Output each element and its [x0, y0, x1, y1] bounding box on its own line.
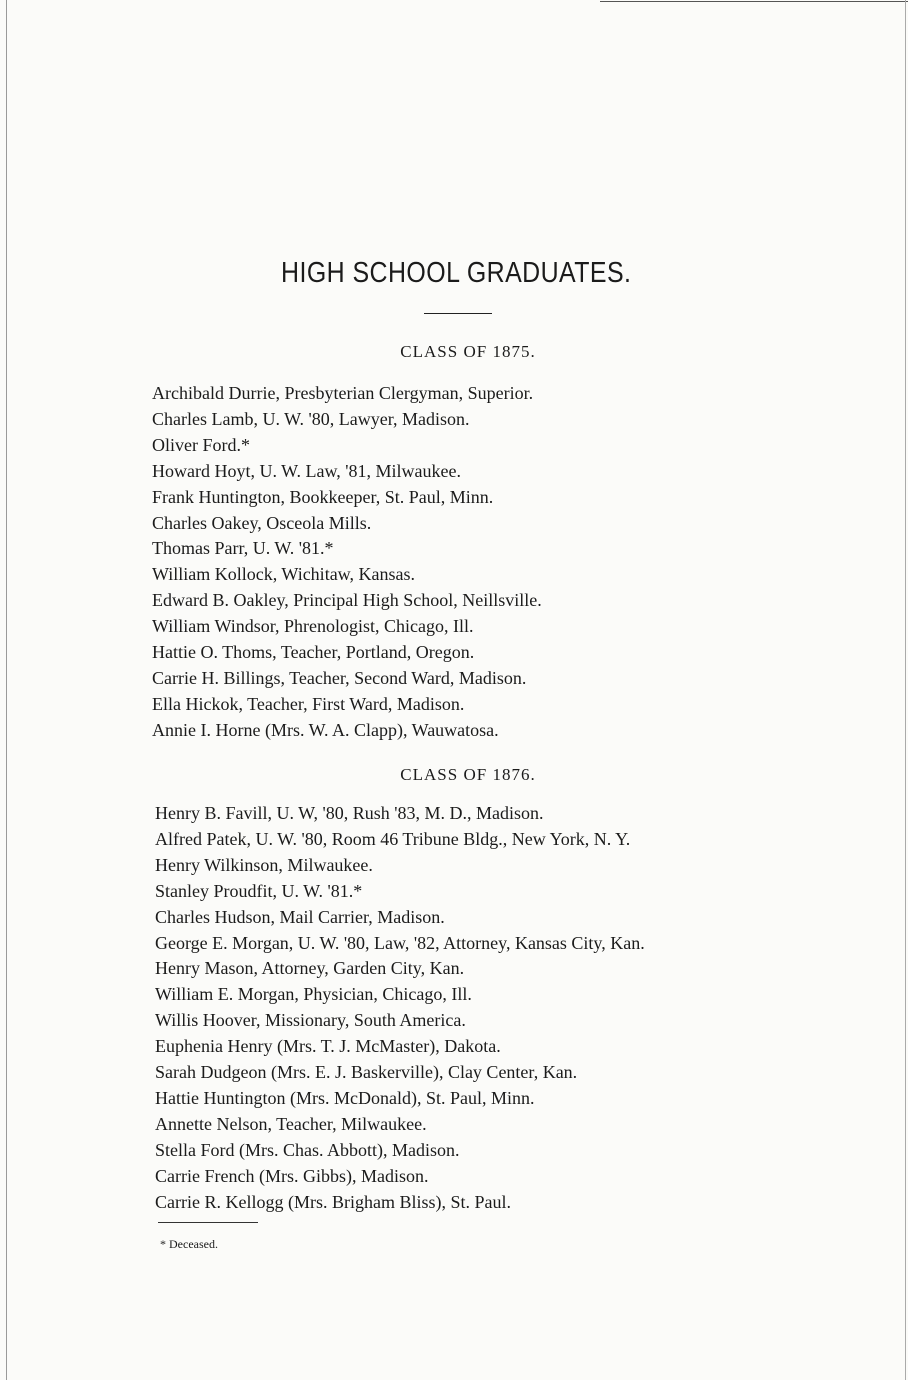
graduate-entry: Stella Ford (Mrs. Chas. Abbott), Madison.	[155, 1139, 460, 1160]
graduate-entry: Stanley Proudfit, U. W. '81.*	[155, 880, 363, 901]
graduate-entry: Charles Lamb, U. W. '80, Lawyer, Madison.	[152, 408, 470, 429]
class-1876-heading: CLASS OF 1876.	[400, 765, 536, 784]
page-title: HIGH SCHOOL GRADUATES.	[281, 257, 632, 289]
graduate-entry: Archibald Durrie, Presbyterian Clergyman, Superior.	[152, 383, 534, 403]
graduate-entry: Edward B. Oakley, Principal High School, Neillsville.	[152, 590, 542, 611]
graduate-entry: Willis Hoover, Missionary, South America.	[155, 1010, 466, 1031]
footnote-divider	[158, 1222, 258, 1223]
graduate-entry: Oliver Ford.*	[152, 434, 250, 455]
graduate-entry: Alfred Patek, U. W. '80, Room 46 Tribune Bldg., New York, N. Y.	[155, 828, 631, 849]
graduate-entry: Sarah Dudgeon (Mrs. E. J. Baskerville), Clay Center, Kan.	[155, 1062, 578, 1083]
class-1876-list	[155, 801, 645, 1216]
page-left-edge	[6, 0, 7, 1380]
graduate-entry: Charles Hudson, Mail Carrier, Madison.	[155, 906, 445, 927]
graduate-entry: Ella Hickok, Teacher, First Ward, Madison.	[152, 693, 465, 714]
class-1875-heading: CLASS OF 1875.	[400, 342, 536, 361]
graduate-entry: Henry Mason, Attorney, Garden City, Kan.	[155, 958, 465, 979]
page-top-edge	[600, 1, 908, 2]
graduate-entry: Euphenia Henry (Mrs. T. J. McMaster), Dakota.	[155, 1036, 501, 1057]
graduate-entry: Carrie R. Kellogg (Mrs. Brigham Bliss), St. Paul.	[155, 1191, 511, 1212]
class-1875-list	[152, 381, 542, 744]
graduate-entry: Carrie H. Billings, Teacher, Second Ward, Madison.	[152, 667, 527, 688]
graduate-entry: William Windsor, Phrenologist, Chicago, Ill.	[152, 616, 474, 637]
page-right-edge	[905, 0, 906, 1380]
graduate-entry: Henry B. Favill, U. W, '80, Rush '83, M. D., Madison.	[155, 803, 544, 823]
footnote: * Deceased.	[160, 1237, 218, 1251]
graduate-entry: Hattie Huntington (Mrs. McDonald), St. Paul, Minn.	[155, 1087, 535, 1108]
graduate-entry: Howard Hoyt, U. W. Law, '81, Milwaukee.	[152, 460, 462, 481]
graduate-entry: Carrie French (Mrs. Gibbs), Madison.	[155, 1165, 429, 1186]
graduate-entry: George E. Morgan, U. W. '80, Law, '82, Attorney, Kansas City, Kan.	[155, 932, 645, 953]
graduate-entry: Henry Wilkinson, Milwaukee.	[155, 854, 373, 875]
graduate-entry: Frank Huntington, Bookkeeper, St. Paul, Minn.	[152, 486, 494, 507]
graduate-entry: Thomas Parr, U. W. '81.*	[152, 538, 334, 559]
graduate-entry: William Kollock, Wichitaw, Kansas.	[152, 564, 415, 585]
title-divider	[424, 313, 492, 314]
graduate-entry: Charles Oakey, Osceola Mills.	[152, 512, 372, 533]
graduate-entry: William E. Morgan, Physician, Chicago, Ill.	[155, 984, 472, 1005]
graduate-entry: Annette Nelson, Teacher, Milwaukee.	[155, 1113, 427, 1134]
graduate-entry: Hattie O. Thoms, Teacher, Portland, Oregon.	[152, 642, 475, 663]
graduate-entry: Annie I. Horne (Mrs. W. A. Clapp), Wauwatosa.	[152, 719, 499, 740]
